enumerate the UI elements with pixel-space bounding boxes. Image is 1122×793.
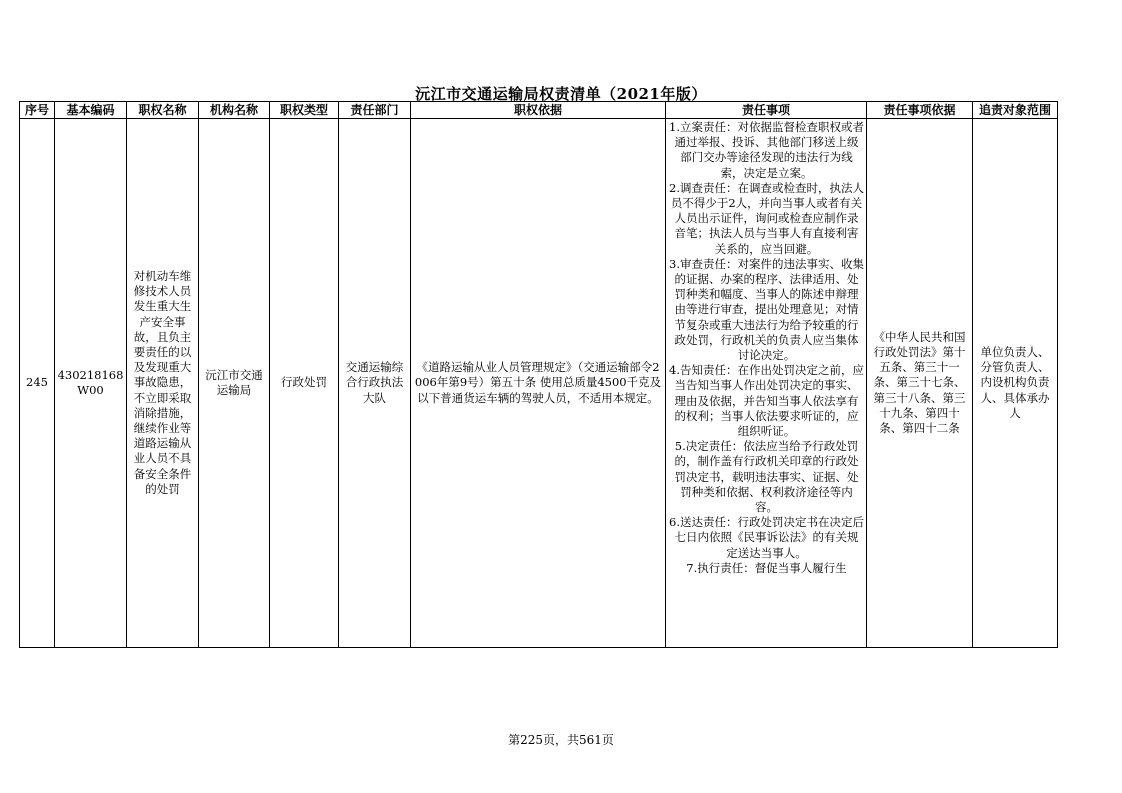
basis-value: 《道路运输从业人员管理规定》（交通运输部令2006年第9号）第五十条 使用总质量4500千克及以下普通货运车辆的驾驶人员，不适用本规定。 bbox=[414, 360, 662, 405]
power-type-value: 行政处罚 bbox=[281, 375, 327, 390]
items-list bbox=[666, 119, 866, 647]
cell-power-type bbox=[270, 119, 339, 648]
cell-power-name bbox=[127, 119, 199, 648]
cell-org-name bbox=[199, 119, 270, 648]
responsibility-table bbox=[19, 101, 1058, 648]
item-investigation: 2.调查责任：在调查或检查时，执法人员不得少于2人，并向当事人或者有关人员出示证件，询问或检查应制作录音笔；执法人员与当事人有直接利害关系的，应当回避。 bbox=[669, 180, 864, 256]
item-filing: 1.立案责任：对依据监督检查职权或者通过举报、投诉、其他部门移送上级部门交办等途径发现的违法行为线索，决定是立案。 bbox=[669, 120, 864, 180]
header-dept: 责任部门 bbox=[339, 102, 411, 119]
item-decision: 5.决定责任：依法应当给予行政处罚的，制作盖有行政机关印章的行政处罚决定书，载明违法事实、证据、处罚种类和依据、权利救济途径等内容。 bbox=[674, 439, 859, 515]
header-items-basis: 责任事项依据 bbox=[867, 102, 973, 119]
page-number: 第225页，共561页 bbox=[508, 733, 614, 747]
item-delivery: 6.送达责任：行政处罚决定书在决定后七日内依照《民事诉讼法》的有关规定送达当事人。 bbox=[669, 515, 864, 560]
header-seq: 序号 bbox=[20, 102, 55, 119]
cell-basis bbox=[411, 119, 666, 648]
cell-seq bbox=[20, 119, 55, 648]
org-name-value: 沅江市交通运输局 bbox=[205, 367, 263, 397]
item-notification: 4.告知责任：在作出处罚决定之前，应当告知当事人作出处罚决定的事实、理由及依据，并告知当事人依法享有的权利；当事人依法要求听证的，应组织听证。 bbox=[669, 363, 864, 439]
header-power-type: 职权类型 bbox=[270, 102, 339, 119]
table-row bbox=[20, 119, 1058, 648]
cell-scope bbox=[973, 119, 1058, 648]
cell-items-basis bbox=[867, 119, 973, 648]
items-basis-value: 《中华人民共和国行政处罚法》第十五条、第三十一条、第三十七条、第三十八条、第三十九条、第四十条、第四十二条 bbox=[873, 329, 966, 435]
dept-value: 交通运输综合行政执法大队 bbox=[345, 360, 404, 405]
header-basis: 职权依据 bbox=[411, 102, 666, 119]
table-header-row bbox=[20, 102, 1058, 119]
code-value: 430218168W00 bbox=[57, 367, 124, 397]
item-execution: 7.执行责任：督促当事人履行生 bbox=[686, 560, 847, 575]
cell-dept bbox=[339, 119, 411, 648]
header-scope: 追责对象范围 bbox=[973, 102, 1058, 119]
cell-items bbox=[666, 119, 867, 648]
item-review: 3.审查责任：对案件的违法事实、收集的证据、办案的程序、法律适用、处罚种类和幅度、当事人的陈述申辩理由等进行审查，提出处理意见；对情节复杂或重大违法行为给予较重的行政处罚，行政机关的负责人应当集体讨论决定。 bbox=[669, 256, 864, 363]
header-code: 基本编码 bbox=[55, 102, 127, 119]
document-title: 沅江市交通运输局权责清单（2021年版） bbox=[415, 85, 707, 103]
power-name-value: 对机动车维修技术人员发生重大生产安全事故，且负主要责任的以及发现重大事故隐患，不立即采取消除措施，继续作业等道路运输从业人员不具备安全条件的处罚 bbox=[133, 268, 192, 496]
scope-value: 单位负责人、分管负责人、内设机构负责人、具体承办人 bbox=[980, 344, 1050, 420]
header-power-name: 职权名称 bbox=[127, 102, 199, 119]
header-org-name: 机构名称 bbox=[199, 102, 270, 119]
cell-code bbox=[55, 119, 127, 648]
seq-value: 245 bbox=[26, 375, 48, 390]
header-items: 责任事项 bbox=[666, 102, 867, 119]
